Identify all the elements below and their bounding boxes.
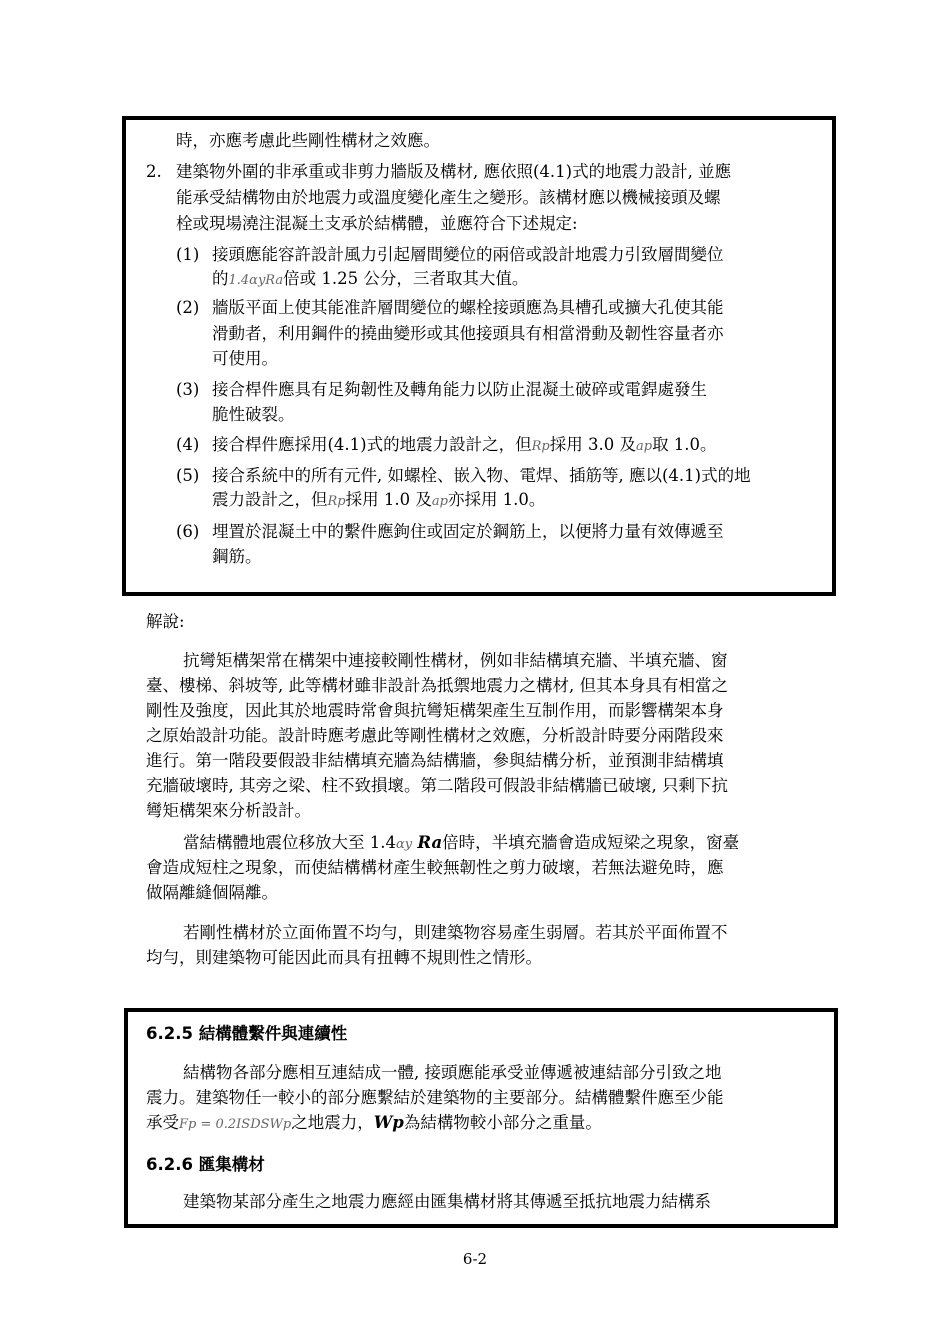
subitem-number: (2) (176, 298, 200, 317)
subitem-number: (1) (176, 245, 200, 264)
formula-ra: Ra (417, 833, 443, 852)
section-text: 為結構物較小部分之重量。 (403, 1113, 602, 1132)
section-text: 之地震力， (291, 1113, 374, 1132)
subitem-line: 接合桿件應具有足夠韌性及轉角能力以防止混凝土破碎或電銲處發生 (212, 380, 707, 399)
subitem-text: 取 1.0。 (652, 435, 717, 454)
commentary-line: 做隔離縫個隔離。 (146, 883, 278, 902)
subitem-text: 採用 1.0 及 (345, 490, 432, 509)
subitem-line: 脆性破裂。 (212, 405, 295, 424)
commentary-text: 當結構體地震位移放大至 1.4 (183, 833, 396, 852)
commentary-line: 進行。第一階段要假設非結構填充牆為結構牆，參與結構分析，並預測非結構填 (146, 751, 724, 770)
subitem-text: 的 (212, 269, 229, 288)
subitem-line: 接合系統中的所有元件, 如螺栓、嵌入物、電焊、插筋等, 應以(4.1)式的地 (212, 466, 751, 485)
subitem-number: (4) (176, 435, 200, 454)
section-line: 震力。建築物任一較小的部分應繫結於建築物的主要部分。結構體繫件應至少能 (146, 1088, 724, 1107)
subitem-text: 接合桿件應採用(4.1)式的地震力設計之，但 (212, 435, 532, 454)
commentary-line: 會造成短柱之現象，而使結構構材產生較無韌性之剪力破壞，若無法避免時，應 (146, 858, 724, 877)
subitem-number: (3) (176, 380, 200, 399)
formula-rp: Rp (327, 494, 346, 509)
formula-fp: Fp = 0.2ISDSWp (179, 1117, 292, 1132)
subitem-line (212, 490, 545, 512)
item-2-line: 栓或現場澆注混凝土支承於結構體，並應符合下述規定: (176, 214, 578, 233)
section-line: 建築物某部分產生之地震力應經由匯集構材將其傳遞至抵抗地震力結構系 (183, 1192, 711, 1211)
commentary-line: 彎矩構架來分析設計。 (146, 801, 311, 820)
formula-drift-limit: 1.4αyRa (228, 273, 284, 288)
page-number: 6-2 (462, 1250, 488, 1268)
commentary-line: 充牆破壞時, 其旁之梁、柱不致損壞。第二階段可假設非結構牆已破壞, 只剩下抗 (146, 776, 728, 795)
subitem-number: (6) (176, 522, 200, 541)
subitem-line: 鋼筋。 (212, 547, 262, 566)
section-heading-6-2-5: 6.2.5 結構體繫件與連續性 (146, 1024, 348, 1043)
formula-ap: ap (431, 494, 448, 509)
subitem-line: 牆版平面上使其能准許層間變位的螺栓接頭應為具槽孔或擴大孔使其能 (212, 298, 724, 317)
subitem-line: 接頭應能容許設計風力引起層間變位的兩倍或設計地震力引致層間變位 (212, 245, 724, 264)
section-text: 承受 (146, 1113, 179, 1132)
formula-rp: Rp (531, 439, 550, 454)
commentary-line: 若剛性構材於立面佈置不均勻，則建築物容易產生弱層。若其於平面佈置不 (183, 923, 728, 942)
section-heading-6-2-6: 6.2.6 匯集構材 (146, 1155, 265, 1174)
subitem-line (212, 269, 528, 291)
commentary-heading: 解說: (146, 612, 185, 631)
commentary-text: 倍時，半填充牆會造成短梁之現象，窗臺 (442, 833, 740, 852)
commentary-line: 之原始設計功能。設計時應考慮此等剛性構材之效應，分析設計時要分兩階段來 (146, 726, 724, 745)
subitem-text: 採用 3.0 及 (549, 435, 636, 454)
section-line (146, 1113, 602, 1135)
subitem-number: (5) (176, 466, 200, 485)
subitem-text: 倍或 1.25 公分，三者取其大值。 (283, 269, 529, 288)
formula-alpha-y: αy (396, 837, 413, 852)
commentary-line: 均勻，則建築物可能因此而具有扭轉不規則性之情形。 (146, 948, 542, 967)
commentary-line (183, 833, 739, 855)
formula-wp: Wp (373, 1113, 404, 1132)
section-line: 結構物各部分應相互連結成一體, 接頭應能承受並傳遞被連結部分引致之地 (183, 1063, 722, 1082)
subitem-text: 震力設計之，但 (212, 490, 328, 509)
formula-ap: ap (635, 439, 653, 454)
subitem-line: 埋置於混凝土中的繫件應鉤住或固定於鋼筋上，以便將力量有效傳遞至 (212, 522, 724, 541)
item-2-line: 建築物外圍的非承重或非剪力牆版及構材, 應依照(4.1)式的地震力設計, 並應 (176, 162, 732, 181)
commentary-line: 剛性及強度，因此其於地震時常會與抗彎矩構架產生互制作用，而影響構架本身 (146, 701, 724, 720)
item-2-number: 2. (146, 162, 162, 181)
subitem-text: 亦採用 1.0。 (447, 490, 546, 509)
subitem-line: 可使用。 (212, 349, 278, 368)
subitem-line (212, 435, 717, 457)
commentary-line: 抗彎矩構架常在構架中連接較剛性構材，例如非結構填充牆、半填充牆、窗 (183, 651, 728, 670)
item-2-line: 能承受結構物由於地震力或溫度變化產生之變形。該構材應以機械接頭及螺 (176, 188, 721, 207)
subitem-line: 滑動者，利用鋼件的撓曲變形或其他接頭具有相當滑動及韌性容量者亦 (212, 324, 724, 343)
continuation-line: 時，亦應考慮此些剛性構材之效應。 (176, 131, 440, 150)
commentary-line: 臺、樓梯、斜坡等, 此等構材雖非設計為抵禦地震力之構材, 但其本身具有相當之 (146, 676, 728, 695)
